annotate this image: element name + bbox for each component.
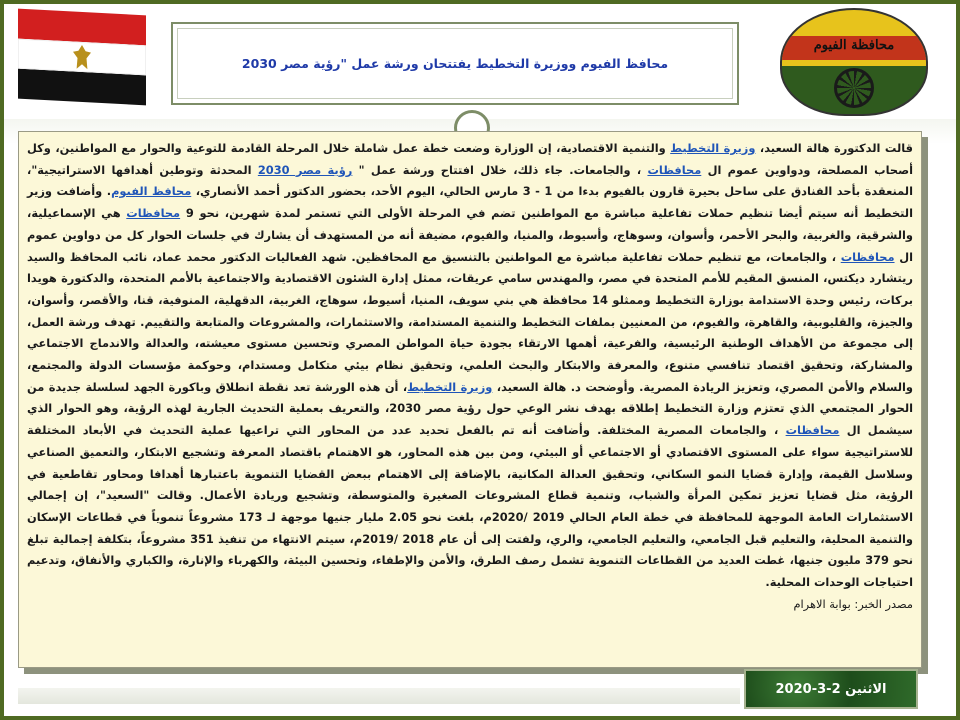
article-text: ، أن هذه الورشة تعد نقطة انطلاق وباكورة الجهد لسلسلة جديدة من الحوار المجتمعي الذي تعتزم وزارة التخطيط إطلاقه بهدف نشر الوعي حول رؤية مصر 2030، والتعريف بعملية التحديث الجارية لهذه الرؤية، وهو الحوار الذي سيشمل ال — [27, 379, 914, 438]
article-source: مصدر الخبر: بوابة الاهرام — [793, 596, 913, 611]
article-body — [27, 138, 913, 594]
article-text: والتنمية الاقتصادية، إن الوزارة وضعت خطة عمل شاملة خلال المرحلة القادمة للتوعية والحوار مع المواطنين، وكل أصحاب المصلحة، ودواوين عموم ال — [27, 141, 913, 177]
article-link[interactable]: محافظات — [647, 162, 702, 177]
article-link[interactable]: وزيرة التخطيط — [407, 379, 493, 394]
headline-title: محافظ الفيوم ووزيرة التخطيط يفتتحان ورشة عمل "رؤية مصر 2030 — [241, 56, 669, 71]
egypt-flag-icon — [18, 9, 146, 106]
logo-text: محافظة الفيوم — [813, 38, 895, 53]
bottom-strip — [18, 688, 740, 704]
article-text: هي الإسماعيلية، والشرقية، والغربية، والبحر الأحمر، وأسوان، وسوهاج، وأسيوط، والمنيا، والفيوم، مضيفة أنه من المستهدف أن يشارك في جلسات الحوار كل من دواوين عموم ال — [27, 206, 913, 264]
article-text: ، والجامعات المصرية المختلفة. وأضافت أنه تم بالفعل تحديد عدد من المحاور التي تراعيها عملية التحديث في الأبعاد المختلفة للاستراتيجية سواء على المستوى الاقتصادي أو الاجتماعي أو البيئي، ومن بين هذه المحاور، هو الاهتمام باقتصاد المعرفة وتشجيع الابتكار، والتعميق الصناعي وسلاسل القيمة، وإدارة قضايا النمو السكاني، وتحقيق العدالة المكانية، بالإضافة إلى الاهتمام ببعض القضايا التنموية باعتبارها أهدافا ومحاور تقاطعية في الرؤية، مثل قضايا تعزيز تمكين المرأة والشباب، وتنمية قطاع المشروعات الصغيرة والمتوسطة، وتشجيع وريادة الأعمال. وقالت "السعيد"، إن إجمالي الاستثمارات العامة الموجهة للمحافظة في خطة العام الحالي 2019 /2020م، بلغت نحو 2.05 مليار جنيها موجهة لـ 173 مشروعاً تنموياً في قطاعات الإسكان والتنمية المحلية، والتعليم قبل الجامعي، والتعليم الجامعي، والري، ولفتت إلى أن عام 2018 /2019م، سيتم الانتهاء من تنفيذ 351 مشروعاً، بتكلفة إجمالية تبلغ نحو 379 مليون جنيها، غطت العديد من القطاعات التنموية تشمل رصف الطرق، والأمن والإطفاء، وتحسين البيئة، والكهرباء والإنارة، والكباري والأنفاق، وتدعيم احتياجات الوحدات المحلية. — [27, 423, 913, 590]
article-text: قالت الدكتورة هالة السعيد، — [755, 141, 913, 155]
article-link[interactable]: محافظات — [785, 423, 840, 438]
article-link[interactable]: محافظات — [126, 206, 181, 221]
article-link[interactable]: رؤية مصر 2030 — [257, 162, 353, 177]
article-text: ، والجامعات. جاء ذلك، خلال افتتاح ورشة عمل " — [352, 162, 648, 177]
article-link[interactable]: محافظات — [840, 249, 895, 264]
headline-box — [171, 22, 739, 105]
article-link[interactable]: وزيرة التخطيط — [670, 141, 756, 155]
article-text: ، والجامعات، مع تنظيم حملات تفاعلية مباشرة مع المواطنين بالتنسيق مع المحافظين. شهد الفعاليات الدكتور محمد عماد، نائب المحافظ والسيد ريتشارد ديكتس، المنسق المقيم للأمم المتحدة في مصر، والمهندس سامي عريقات، ممثل إدارة الشئون الاقتصادية والاجتماعية بالأمم المتحدة، والدكتورة هويدا بركات، رئيس وحدة الاستدامة بوزارة التخطيط وممثلو 14 محافظة هي بني سويف، المنيا، أسيوط، سوهاج، الغربية، الدقهلية، المنوفية، قنا، والأقصر، وأسوان، والجيزة، والقليوبية، والقاهرة، والفيوم، من المعنيين بملفات التخطيط والتنمية المستدامة، والاستثمارات، والمشروعات والمتابعة والتقييم. تهدف ورشة العمل، إلى مجموعة من الأهداف الوطنية الرئيسية، والفرعية، أهمها الارتقاء بجودة حياة المواطن المصري وتحسين مستوى معيشته، والعدالة والاندماج الاجتماعي والمشاركة، وتحقيق اقتصاد تنافسي متنوع، والمعرفة والابتكار والبحث العلمي، وتحقيق نظام بيئي متكامل ومستدام، وحوكمة مؤسسات الدولة والمجتمع، والسلام والأمن المصري، وتعزيز الريادة المصرية. وأوضحت د. هالة السعيد، — [27, 249, 913, 394]
article-link[interactable]: محافظ الفيوم — [111, 184, 192, 199]
article-text: . وأضافت وزير التخطيط أنه سيتم أيضا تنظيم حملات تفاعلية مباشرة مع المواطنين تضم في المرحلة الأولى التي تستمر لمدة شهرين، نحو 9 — [27, 184, 913, 221]
waterwheel-icon — [834, 68, 874, 108]
article-panel — [18, 131, 922, 668]
date-text: الاثنين 2-3-2020 — [775, 681, 887, 697]
date-badge — [744, 669, 918, 709]
article-text: المحدثة وتوطين أهدافها الاستراتيجية"، المنعقدة بأحد الفنادق على ساحل بحيرة قارون بالفيوم بدءا من 1 - 3 مارس الحالي، اليوم الأحد، بحضور الدكتور أحمد الأنصاري، — [27, 162, 913, 199]
fayoum-logo-icon — [780, 8, 928, 116]
eagle-icon — [73, 45, 91, 70]
